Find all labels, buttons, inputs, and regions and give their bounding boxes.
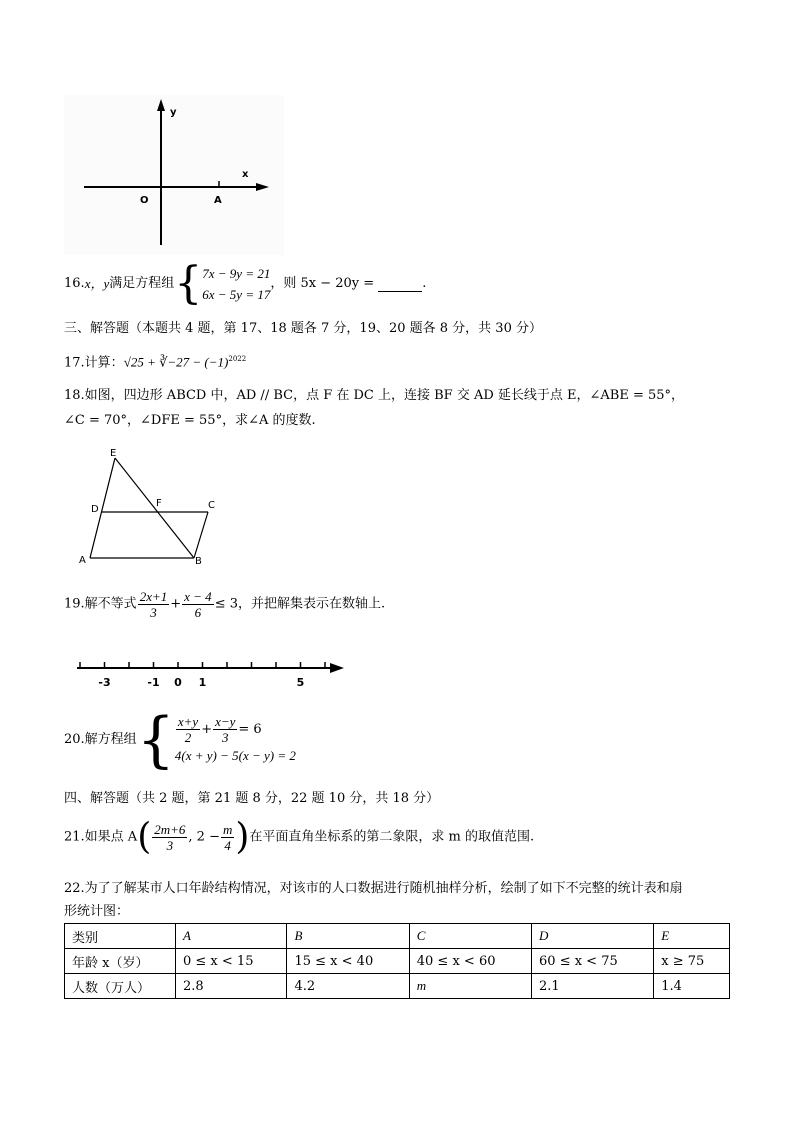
vertex-f: F bbox=[156, 498, 162, 509]
vertex-b: B bbox=[195, 556, 202, 567]
vertex-e: E bbox=[110, 448, 117, 459]
table-cell: 1.4 bbox=[654, 974, 730, 999]
y-axis-label: y bbox=[170, 107, 177, 118]
question-18-line1: 18.如图，四边形 ABCD 中，AD // BC，点 F 在 DC 上，连接 BF 交 AD 延长线于点 E，∠ABE = 55°， bbox=[64, 388, 685, 403]
table-cell: 类别 bbox=[65, 924, 176, 949]
table-cell: m bbox=[409, 974, 531, 999]
question-19: 19.解不等式 $\frac{2x+1}{3}$ + $\frac{x - 4}{6}$ ≤ 3，并把解集表示在数轴上. bbox=[64, 589, 386, 620]
vertex-c: C bbox=[208, 500, 215, 511]
number-line-label: 0 bbox=[174, 676, 182, 689]
table-cell: 年龄 x（岁） bbox=[65, 949, 176, 974]
table-row bbox=[65, 974, 730, 999]
table-cell: E bbox=[654, 924, 730, 949]
table-cell: 60 ≤ x < 75 bbox=[532, 949, 654, 974]
vertex-a: A bbox=[79, 555, 86, 566]
table-row bbox=[65, 949, 730, 974]
number-line-label: 1 bbox=[198, 676, 207, 689]
section-3-heading: 三、解答题（本题共 4 题，第 17、18 题各 7 分，19、20 题各 8 分，共 30 分） bbox=[64, 321, 542, 336]
table-cell: A bbox=[176, 924, 287, 949]
table-cell: 40 ≤ x < 60 bbox=[409, 949, 531, 974]
number-line-label: 5 bbox=[296, 676, 305, 689]
x-axis-label: x bbox=[242, 169, 249, 180]
question-22-line1: 22.为了了解某市人口年龄结构情况，对该市的人口数据进行随机抽样分析，绘制了如下不完整的统计表和扇 bbox=[64, 881, 683, 896]
table-cell: 2.1 bbox=[532, 974, 654, 999]
vertex-d: D bbox=[91, 504, 99, 515]
number-line-label: -1 bbox=[147, 676, 160, 689]
table-cell: x ≥ 75 bbox=[654, 949, 730, 974]
statistics-table bbox=[64, 923, 730, 999]
answer-blank bbox=[378, 277, 422, 292]
question-17: 17.计算：√25 + ∛−27 − $(-1)^{2022}$ bbox=[64, 354, 247, 371]
table-cell: C bbox=[409, 924, 531, 949]
table-cell: 0 ≤ x < 15 bbox=[176, 949, 287, 974]
number-line-label: -3 bbox=[98, 676, 111, 689]
question-16: 16.x，y满足方程组{ 7x − 9y = 21 6x − 5y = 17 ，则 5x − 20y = . bbox=[64, 258, 427, 309]
question-18-line2: ∠C = 70°，∠DFE = 55°，求∠A 的度数. bbox=[64, 413, 316, 428]
coordinate-axes-figure bbox=[64, 95, 284, 255]
table-cell: B bbox=[287, 924, 409, 949]
table-cell: 4.2 bbox=[287, 974, 409, 999]
table-row bbox=[65, 924, 730, 949]
point-a-label: A bbox=[214, 195, 222, 206]
table-cell: D bbox=[532, 924, 654, 949]
section-4-heading: 四、解答题（共 2 题，第 21 题 8 分，22 题 10 分，共 18 分） bbox=[64, 791, 440, 806]
question-22-line2: 形统计图： bbox=[64, 904, 130, 919]
question-20: 20.解方程组{ $\frac{x+y}{2}$ + $\frac{x-y}{3}$ = 6 4(x + y) − 5(x − y) = 2 bbox=[64, 705, 296, 775]
origin-label: O bbox=[140, 195, 149, 206]
question-21: 21.如果点 A( $\frac{2m+6}{3}$ , 2 − $\frac{m}{4}$ )在平面直角坐标系的第二象限，求 m 的取值范围. bbox=[64, 816, 535, 858]
table-cell: 人数（万人） bbox=[65, 974, 176, 999]
number-line bbox=[72, 652, 352, 692]
table-cell: 2.8 bbox=[176, 974, 287, 999]
table-cell: 15 ≤ x < 40 bbox=[287, 949, 409, 974]
quadrilateral-figure bbox=[70, 446, 230, 571]
